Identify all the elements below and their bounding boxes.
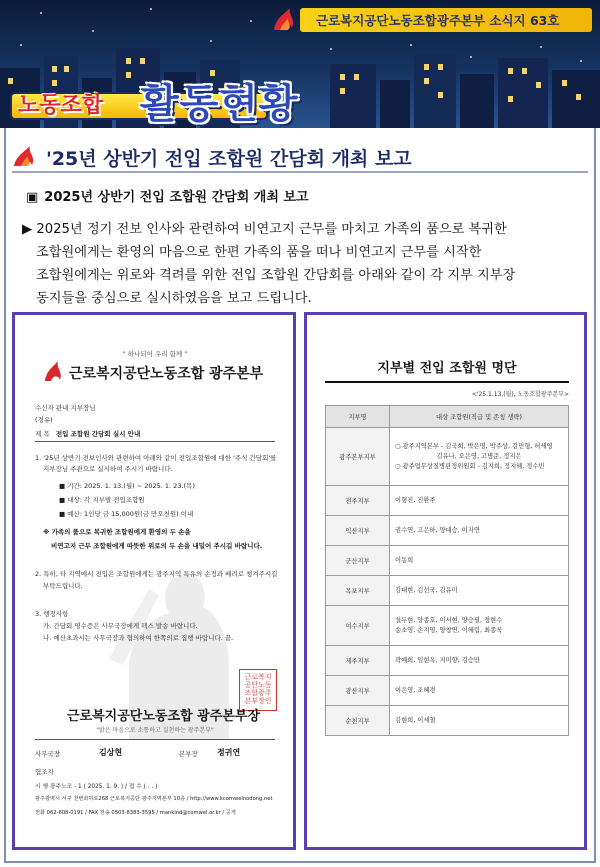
letter-doc-number: 시 행 광주노조 - 1 ( 2025. 1. 9. ) / 접 수 ( . . ): [35, 784, 158, 790]
member-names-line: 김현희, 이세철: [395, 716, 436, 724]
member-table: [325, 405, 569, 736]
member-list-document: [325, 345, 569, 835]
member-names-cell: [390, 516, 569, 546]
column-header-members: 대상 조합원(직급 및 존칭 생략): [390, 406, 569, 428]
square-bullet-icon: ■: [59, 482, 68, 490]
article-body: [22, 218, 582, 310]
table-row: [326, 516, 569, 546]
article-heading: [12, 142, 590, 170]
branch-name-cell: 목포지부: [326, 576, 390, 606]
table-row: [326, 428, 569, 486]
title-divider: [12, 171, 588, 173]
branch-name-cell: 광주본부지부: [326, 428, 390, 486]
letter-subject-row: 제 목 전입 조합원 간담회 실시 안내: [35, 430, 141, 438]
union-flame-logo-icon: [270, 4, 300, 34]
issue-label-bar: [300, 8, 592, 32]
section-title-large: 활동현황: [140, 81, 299, 127]
letter-signature: 근로복지공단노동조합 광주본부장: [67, 709, 260, 724]
branch-name-cell: 순천지부: [326, 706, 390, 736]
branch-name-cell: 여수지부: [326, 606, 390, 646]
letter-via: (경유): [35, 416, 53, 424]
member-names-cell: [390, 706, 569, 736]
letter-divider: [35, 441, 275, 442]
table-row: [326, 676, 569, 706]
letter-chief-name: 정귀연: [217, 748, 241, 757]
member-names-cell: [390, 546, 569, 576]
member-names-line: 김유나, 오은영, 고병준, 정지은: [436, 452, 522, 460]
branch-name-cell: 군산지부: [326, 546, 390, 576]
letter-target: ■ 대상: 각 지부별 전입조합원: [59, 496, 145, 504]
section-title-small: 노동조합: [18, 93, 104, 118]
member-names-line: 송소영, 손지영, 양창연, 이혜림, 최종욱: [395, 626, 503, 634]
member-names-line: ○ 광주지역본부 - 김국희, 박은명, 박주상, 김민형, 허세영: [395, 442, 553, 450]
letter-item2: 2. 특히, 타 지역에서 전입은 조합원에게는 광주지역 특유의 손정과 배려로 챙겨주시길: [35, 570, 278, 578]
member-names-line: 김대현, 김선국, 김유미: [395, 586, 458, 594]
letter-secretary-label: 사무국장: [35, 750, 61, 758]
column-header-branch: 지부명: [326, 406, 390, 428]
branch-name-cell: 광산지부: [326, 676, 390, 706]
letter-item3-na: 나. 예산초과시는 사무국장과 협의하여 한쪽의로 집행 바랍니다. 끝.: [43, 634, 234, 642]
member-names-line: 권수연, 고은하, 양대승, 이자연: [395, 526, 481, 534]
member-names-line: 이동희: [395, 556, 414, 564]
letter-period: ■ 기간: 2025. 1. 13.(월) ~ 2025. 1. 23.(목): [59, 482, 195, 490]
arrow-bullet-icon: ▶: [22, 222, 33, 237]
letter-secretary-name: 김상현: [99, 748, 123, 757]
square-bullet-icon: ■: [59, 510, 68, 518]
body-line: ▶ 2025년 정기 전보 인사와 관련하여 비연고지 근무를 마치고 가족의 품으로 복귀한: [22, 222, 507, 237]
header-banner: [0, 0, 600, 128]
member-list-divider: [325, 381, 569, 383]
flame-bullet-icon: [12, 144, 42, 168]
member-names-cell: [390, 646, 569, 676]
square-bullet-icon: ■: [59, 496, 68, 504]
subheading-text: 2025년 상반기 전입 조합원 간담회 개최 보고: [44, 190, 309, 205]
member-names-cell: [390, 606, 569, 646]
body-line: 조합원에게는 환영의 마음으로 한편 가족의 품을 떠나 비연고지 근무를 시작한: [36, 245, 482, 260]
table-row: [326, 706, 569, 736]
letter-org-name: 근로복지공단노동조합 광주본부: [69, 366, 264, 382]
article-title: '25년 상반기 전입 조합원 간담회 개최 보고: [46, 148, 412, 170]
table-row: [326, 606, 569, 646]
table-row: [326, 646, 569, 676]
letter-cooperation: 협조자: [35, 768, 54, 776]
member-table-body: [326, 428, 569, 736]
letter-note-cont: 비연고지 근무 조합원에게 따뜻한 위로의 두 손을 내밀어 주시길 바랍니다.: [51, 542, 263, 550]
branch-name-cell: 제주지부: [326, 646, 390, 676]
member-list-title: 지부별 전입 조합원 명단: [377, 361, 517, 376]
issue-label: 근로복지공단노동조합광주본부 소식지 63호: [316, 13, 560, 28]
member-list-date: <'25.1.13.(월), 노동조합광주본부>: [471, 391, 569, 398]
official-letter-panel: [12, 312, 296, 850]
member-names-line: ○ 광주업무상질병판정위원회 - 김지희, 정지혜, 정수빈: [395, 462, 545, 470]
member-names-line: 곽예희, 임현옥, 지미향, 김승만: [395, 656, 481, 664]
member-names-cell: [390, 676, 569, 706]
member-names-cell: [390, 576, 569, 606]
letter-slogan: " 하나되어 우리 함께 ": [122, 350, 188, 358]
letter-item1-cont: 지부장님 주관으로 실시하여 주시기 바랍니다.: [43, 465, 173, 473]
table-header-row: [326, 406, 569, 428]
letter-item3: 3. 행정사항: [35, 610, 69, 618]
body-line: 조합원에게는 위로와 격려를 위한 전입 조합원 간담회를 아래와 같이 각 지부 지부장: [36, 268, 516, 283]
letter-item1: 1. '25년 상반기 전보인사와 관련하여 아래와 같이 전입조합원에 대한 '주식 간담회'를: [35, 454, 277, 462]
letter-budget: ■ 예산: 1인당 금 15,000원(금 만오천원) 이내: [59, 510, 194, 518]
letter-chief-label: 본부장: [179, 750, 198, 758]
square-bullet-icon: ▣: [26, 190, 39, 205]
letter-flame-logo-icon: [43, 359, 65, 383]
letter-item3-ga: 가. 간담회 영수증은 사무국장에게 팩스 발송 바랍니다.: [43, 622, 198, 630]
letter-recipient: 수신자 관내 지부장님: [35, 404, 96, 412]
letter-address: 광주광역시 서구 천변좌하로268 근로복지공단 광주지역본부 10층 / http://www.kcomwelnodong.net: [35, 796, 273, 802]
member-names-cell: [390, 428, 569, 486]
branch-name-cell: 익산지부: [326, 516, 390, 546]
member-names-cell: [390, 486, 569, 516]
letter-item2-cont: 부탁드립니다.: [43, 582, 83, 590]
table-row: [326, 576, 569, 606]
letter-motto: "밝은 마음으로 소통하고 실천하는 광주본부": [96, 727, 214, 734]
table-row: [326, 546, 569, 576]
article-subheading: [26, 186, 309, 205]
letter-note: ※ 가족의 품으로 복귀한 조합원에게 환영의 두 손을: [43, 528, 191, 536]
member-names-line: 설두현, 양종호, 이서현, 양승필, 정현수: [395, 616, 503, 624]
body-line: 동지들을 중심으로 실시하였음을 보고 드립니다.: [36, 291, 312, 306]
official-letter: [29, 329, 281, 839]
member-names-line: 이형진, 진환주: [395, 496, 436, 504]
table-row: [326, 486, 569, 516]
official-seal-stamp: 근로복지 공단노동 조합광주 본부장인: [239, 669, 277, 711]
branch-name-cell: 전주지부: [326, 486, 390, 516]
letter-contact: 전화 062-608-0191 / FAX 전송 0503-8383-3595 / mankind@comwel.or.kr / 공개: [35, 810, 236, 816]
letter-footer-divider: [35, 739, 275, 740]
member-list-panel: [304, 312, 587, 850]
member-names-line: 이은영, 조혜경: [395, 686, 436, 694]
